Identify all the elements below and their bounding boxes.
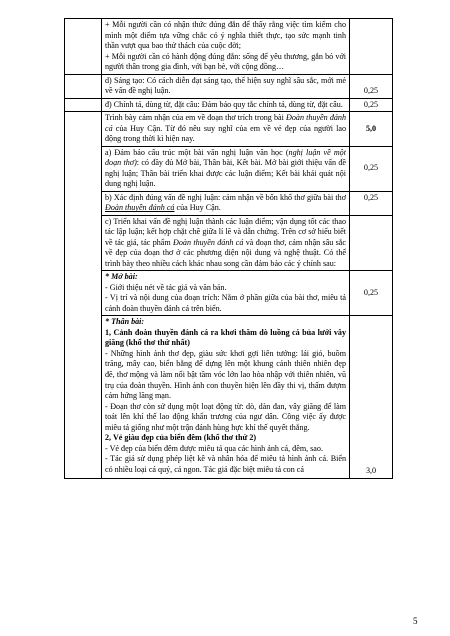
criteria-line: + Mỗi người cần có nhận thức đúng đắn để thấy rằng việc tìm kiếm cho mình một điểm tựa vững chắc có ý nghĩa thiết thực, tạo sức mạnh tinh thần vượt qua bao thử thách của cuộc đời; <box>105 20 346 51</box>
criteria-line: - Giới thiệu nét về tác giả và văn bản. <box>105 282 227 292</box>
page-number: 5 <box>413 616 418 626</box>
criteria-cell: d) Sáng tạo: Có cách diễn đạt sáng tạo, thể hiện suy nghĩ sâu sắc, mới mẻ về vấn đề nghị luận. <box>102 74 350 98</box>
score-cell <box>350 19 393 75</box>
poem-title: Đoàn thuyền đánh cá <box>105 113 347 133</box>
subsection-heading: 2, Vẻ giàu đẹp của biển đêm (khổ thơ thứ 2) <box>105 433 257 443</box>
section-heading: * Mở bài: <box>105 272 138 282</box>
criteria-text: b) Xác định đúng vấn đề nghị luận: cảm nhận về bốn khổ thơ giữa bài thơ <box>105 192 346 202</box>
table-row <box>65 112 393 147</box>
question-number-cell <box>65 98 102 112</box>
table-row <box>65 316 393 479</box>
criteria-cell <box>102 112 350 147</box>
score-cell: 5,0 <box>350 112 393 147</box>
criteria-line: - Đoạn thơ còn sử dụng một loạt động từ: dò, dàn đan, vây giăng để làm toát lên khí thế lao động khẩn trương của ngư dân. Công việc ấy được miêu tả giống như một trận đánh hùng hực khí thế quyết thắng. <box>105 401 346 432</box>
score-cell: 0,25 <box>350 146 393 191</box>
criteria-cell <box>102 19 350 75</box>
table-row <box>65 146 393 191</box>
question-number-cell <box>65 19 102 75</box>
criteria-text: : có đầy đủ Mở bài, Thân bài, Kết bài. Mở bài giới thiệu vấn đề nghị luận; Thân bài triển khai được các luận điểm; Kết bài khái quát nội dung nghị luận. <box>105 158 346 189</box>
criteria-cell <box>102 146 350 191</box>
table-row <box>65 74 393 98</box>
criteria-line: - Vị trí và nội dung của đoạn trích: Nằm ở phần giữa của bài thơ, miêu tả cảnh đoàn thuyền đánh cá trên biển. <box>105 293 346 313</box>
criteria-cell <box>102 316 350 479</box>
criteria-cell: đ) Chính tả, dùng từ, đặt câu: Đảm bảo quy tắc chính tả, dùng từ, đặt câu. <box>102 98 350 112</box>
score-value: 3,0 <box>365 466 377 476</box>
table-row <box>65 98 393 112</box>
table-row <box>65 271 393 316</box>
criteria-text-italic: nghị luận về một đoạn thơ) <box>105 147 346 168</box>
criteria-text: của Huy Cận. Từ đó nêu suy nghĩ của em về vẻ đẹp của người lao động trong thời kì hiện nay. <box>105 123 346 144</box>
question-number-cell <box>65 74 102 98</box>
table-row <box>65 191 393 215</box>
criteria-cell <box>102 215 350 271</box>
poem-title: Đoàn thuyền đánh cá <box>105 203 175 213</box>
table-row <box>65 215 393 271</box>
criteria-text: a) Đảm bảo cấu trúc một bài văn nghị luận văn học ( <box>105 147 289 157</box>
criteria-text: và đoạn thơ, cảm nhận sâu sắc về đẹp của đoạn thơ ở các phương diện nội dung và nghệ thuật. Có thể trình bày theo nhiều cách khác nhau song cần đảm bảo các ý chính sau: <box>105 237 346 268</box>
criteria-line: + Mỗi người cần có hành động đúng đắn: sống để yêu thương, gắn bó với người thân trong gia đình, với bạn bè, với cộng đồng… <box>105 51 346 72</box>
criteria-cell <box>102 191 350 215</box>
question-number-cell <box>65 112 102 479</box>
criteria-line: - Những hình ảnh thơ đẹp, giàu sức khơi gợi liên tưởng: lái gió, buồm trăng, mây cao, biển bằng để dựng lên một khung cảnh thiên nhiên đẹp đẽ, thơ mộng và làm nổi bật tầm vóc lớn lao hòa nhập với thiên nhiên, vũ trụ của đoàn thuyền. Hình ảnh con thuyền hiện lên đầy thi vị, thấm đượm cảm hứng lãng mạn. <box>105 348 346 401</box>
score-cell <box>350 215 393 271</box>
score-cell: 0,25 <box>350 271 393 316</box>
score-cell: 0,25 <box>350 98 393 112</box>
score-cell: 0,25 <box>350 191 393 215</box>
subsection-heading: 1, Cảnh đoàn thuyền đánh cá ra khơi thăm dò luồng cá bủa lưới vây giăng (khổ thơ thứ nhất) <box>105 327 346 348</box>
table-row <box>65 19 393 75</box>
score-cell: 0,25 <box>350 74 393 98</box>
grading-table <box>64 18 393 479</box>
criteria-line: - Vẻ đẹp của biển đêm được miêu tả qua các hình ảnh cá, đêm, sao. <box>105 443 323 453</box>
section-heading: * Thân bài: <box>105 317 145 327</box>
criteria-cell <box>102 271 350 316</box>
criteria-text: Trình bày cảm nhận của em về đoạn thơ trích trong bài <box>105 113 286 123</box>
criteria-line: - Tác giả sử dụng phép liệt kê và nhân hóa để miêu tả hình ảnh cá. Biển có nhiều loại cá quý, cá ngon. Tác giả đặc biệt miêu tả con cá <box>105 454 346 474</box>
poem-title: Đoàn thuyền đánh cá <box>173 237 244 247</box>
criteria-text: c) Triển khai vấn đề nghị luận thành các luận điểm; vận dụng tốt các thao tác lập luận; kết hợp chặt chẽ giữa lí lẽ và dẫn chứng. Trên cơ sở hiểu biết về tác giả, tác phẩm <box>105 216 346 247</box>
criteria-text: của Huy Cận. <box>174 203 221 213</box>
score-cell <box>350 316 393 479</box>
